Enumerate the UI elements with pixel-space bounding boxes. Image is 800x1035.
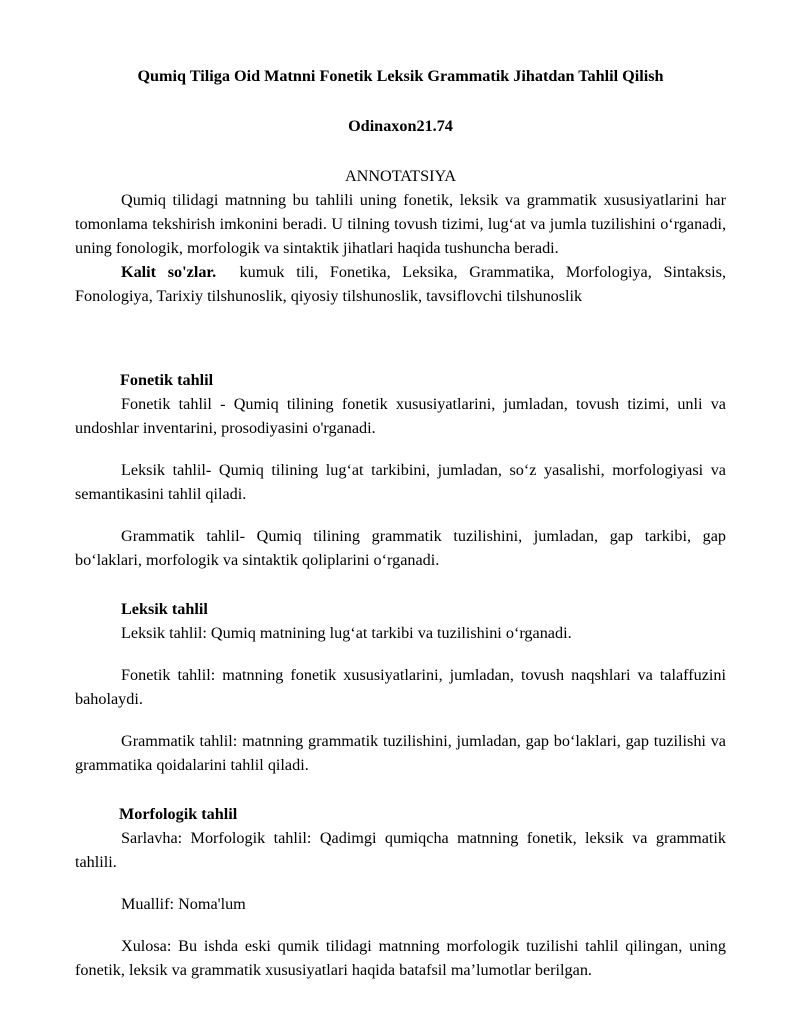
- section-paragraph: Fonetik tahlil - Qumiq tilining fonetik xususiyatlarini, jumladan, tovush tizimi, unli va undoshlar inventarini, prosodiyasini o'rganadi.: [75, 395, 726, 437]
- section-paragraph: Fonetik tahlil: matnning fonetik xususiyatlarini, jumladan, tovush naqshlari va talaffuzini baholaydi.: [75, 666, 726, 708]
- section-paragraph: Leksik tahlil- Qumiq tilining lug‘at tarkibini, jumladan, so‘z yasalishi, morfologiyasi va semantikasini tahlil qiladi.: [75, 461, 726, 503]
- annotation-text: Qumiq tilidagi matnning bu tahlili uning fonetik, leksik va grammatik xususiyatlarini har tomonlama tekshirish imkonini beradi. U tilning tovush tizimi, lug‘at va jumla tuzilishini o‘rganadi, uning fonologik, morfologik va sintaktik jihatlari haqida tushuncha beradi.: [75, 191, 726, 257]
- document-title: Qumiq Tiliga Oid Matnni Fonetik Leksik Grammatik Jihatdan Tahlil Qilish: [137, 67, 664, 85]
- section-paragraph: Sarlavha: Morfologik tahlil: Qadimgi qumiqcha matnning fonetik, leksik va grammatik tahlili.: [75, 829, 726, 871]
- section-paragraph: Muallif: Noma'lum: [121, 895, 246, 913]
- author-line: Odinaxon21.74: [348, 117, 453, 135]
- section-heading-leksik: Leksik tahlil: [121, 600, 208, 618]
- section-paragraph: Grammatik tahlil: matnning grammatik tuzilishini, jumladan, gap bo‘laklari, gap tuzilishi va grammatika qoidalarini tahlil qiladi.: [75, 732, 726, 774]
- section-paragraph: Leksik tahlil: Qumiq matnining lug‘at tarkibi va tuzilishini o‘rganadi.: [121, 624, 572, 642]
- section-paragraph: Grammatik tahlil- Qumiq tilining grammatik tuzilishini, jumladan, gap tarkibi, gap bo‘laklari, morfologik va sintaktik qoliplarini o‘rganadi.: [75, 527, 726, 569]
- section-paragraph: Xulosa: Bu ishda eski qumik tilidagi matnning morfologik tuzilishi tahlil qilingan, uning fonetik, leksik va grammatik xususiyatlari haqida batafsil ma’lumotlar berilgan.: [75, 937, 726, 979]
- annotation-heading: ANNOTATSIYA: [344, 167, 457, 185]
- document-page: [75, 64, 731, 982]
- keywords-label: Kalit so'zlar.: [121, 263, 217, 281]
- keywords-text: kumuk tili, Fonetika, Leksika, Grammatika, Morfologiya, Sintaksis, Fonologiya, Tarixiy tilshunoslik, qiyosiy tilshunoslik, tavsiflovchi tilshunoslik: [75, 263, 731, 305]
- keywords-paragraph: [75, 260, 731, 308]
- section-heading-morfologik: Morfologik tahlil: [119, 805, 238, 823]
- section-heading-fonetik: Fonetik tahlil: [120, 371, 214, 389]
